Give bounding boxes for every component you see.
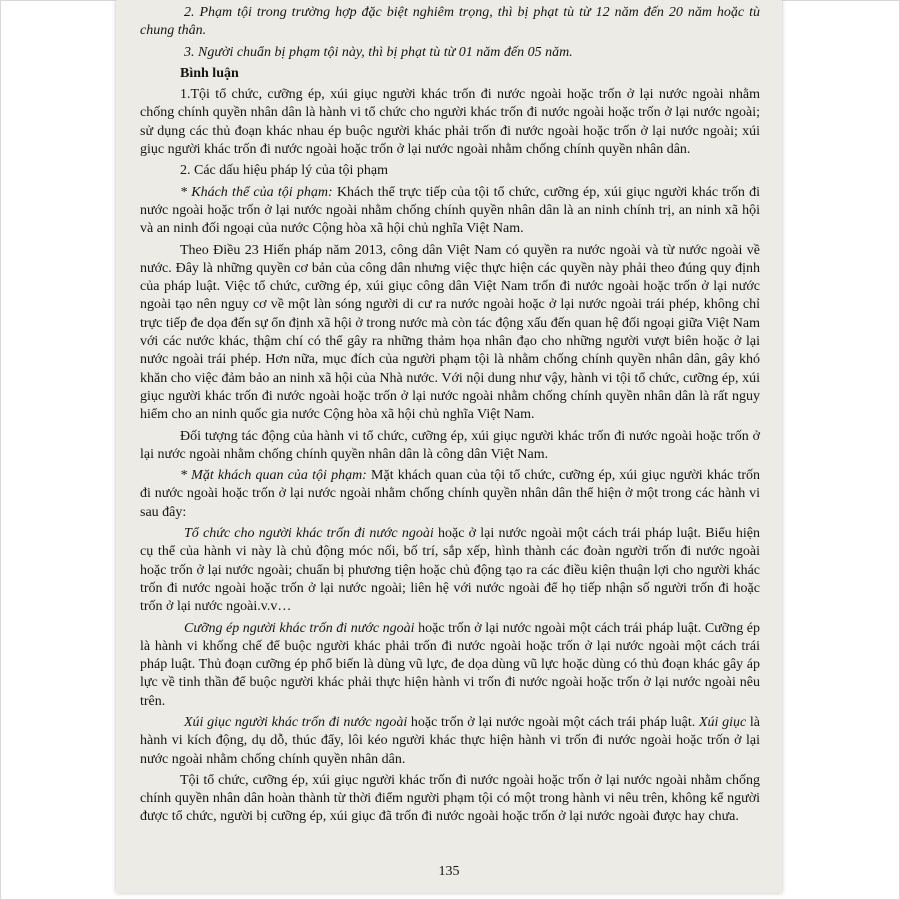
xui-giuc-label-2: Xúi giục [698,714,747,730]
khach-the-text: Khách thể trực tiếp của tội tổ chức, cưỡng ép, xúi giục người khác trốn đi nước ngoài hoặc trốn ở lại nước ngoài nhằm chống chính quyền nhân dân là an ninh chính trị, an ninh xã hội và an ninh đối ngoại của nước Cộng hòa xã hội chủ nghĩa Việt Nam. [140,184,760,237]
khach-the-paragraph [140,184,760,239]
to-chuc-text: hoặc ở lại nước ngoài một cách trái pháp luật. Biểu hiện cụ thể của hành vi này là chủ động móc nối, bố trí, sắp xếp, hình thành các đoàn người trốn đi nước ngoài hoặc trốn ở lại nước ngoài; chuẩn bị phương tiện hoặc chủ động tạo ra các điều kiện thuận lợi cho người khác trốn đi nước ngoài hoặc trốn ở lại nước ngoài; liên hệ với nước ngoài để họ tiếp nhận số người trốn đi hoặc trốn ở lại nước ngoài.v.v… [140,526,760,615]
page-number: 135 [438,864,460,879]
xui-giuc-text-2: là hành vi kích động, dụ dỗ, thúc đẩy, lôi kéo người khác thực hiện hành vi trốn đi nước ngoài hoặc trốn ở lại nước ngoài nhằm chống chính quyền nhân dân. [140,714,760,767]
xui-giuc-label: Xúi giục người khác trốn đi nước ngoài [184,714,408,730]
to-chuc-paragraph [140,525,760,616]
xui-giuc-text-1: hoặc trốn ở lại nước ngoài một cách trái pháp luật. [407,714,699,730]
khach-quan-label: * Mặt khách quan của tội phạm: [180,468,367,484]
section-2-title: 2. Các dấu hiệu pháp lý của tội phạm [180,163,388,179]
to-chuc-label: Tổ chức cho người khác trốn đi nước ngoài [184,526,434,542]
clause-3: 3. Người chuẩn bị phạm tội này, thì bị phạt tù từ 01 năm đến 05 năm. [184,44,573,60]
cuong-ep-label: Cưỡng ép người khác trốn đi nước ngoài [184,620,415,636]
doi-tuong-paragraph: Đối tượng tác động của hành vi tổ chức, cưỡng ép, xúi giục người khác trốn đi nước ngoài hoặc trốn ở lại nước ngoài nhằm chống chính quyền nhân dân là công dân Việt Nam. [140,428,760,462]
clause-2: 2. Phạm tội trong trường hợp đặc biệt nghiêm trọng, thì bị phạt tù từ 12 năm đến 20 năm hoặc tù chung thân. [140,5,760,39]
cuong-ep-text: hoặc trốn ở lại nước ngoài một cách trái pháp luật. Cưỡng ép là hành vi khống chế để buộc người khác phải trốn đi nước ngoài hoặc trốn ở lại nước ngoài một cách trái pháp luật. Thủ đoạn cưỡng ép phổ biến là dùng vũ lực, đe dọa dùng vũ lực hoặc dùng có thủ đoạn khác gây áp lực về tinh thần để buộc người khác phải thực hiện hành vi trốn đi nước ngoài hoặc trốn ở lại nước ngoài nêu trên. [140,620,760,709]
khach-quan-text: Mặt khách quan của tội tổ chức, cưỡng ép, xúi giục người khác trốn đi nước ngoài hoặc trốn ở lại nước ngoài nhằm chống chính quyền nhân dân thể hiện ở một trong các hành vi sau đây: [140,468,761,520]
hien-phap-paragraph: Theo Điều 23 Hiến pháp năm 2013, công dân Việt Nam có quyền ra nước ngoài và từ nước ngoài về nước. Đây là những quyền cơ bản của công dân nhưng việc thực hiện các quyền này phải theo đúng quy định của pháp luật. Việc tổ chức, cưỡng ép, xúi giục công dân Việt Nam trốn đi nước ngoài hoặc trốn ở lại nước ngoài tạo nên nguy cơ về một làn sóng người di cư ra nước ngoài hoặc ở lại nước ngoài trái phép, không chỉ trực tiếp đe dọa đến sự ổn định xã hội ở trong nước mà còn tác động xấu đến quan hệ đối ngoại giữa Việt Nam với các nước khác, thậm chí có thể gây ra những thảm họa nhân đạo cho những người vượt biên hoặc ở lại nước ngoài trái phép. Hơn nữa, mục đích của người phạm tội là nhằm chống chính quyền nhân dân, gây khó khăn cho việc đảm bảo an ninh xã hội của Nhà nước. Với nội dung như vậy, hành vi tội tổ chức, cưỡng ép, xúi giục người khác trốn đi nước ngoài hoặc trốn ở lại nước ngoài nhằm chống chính quyền nhân dân là rất nguy hiểm cho an ninh quốc gia nước Cộng hòa xã hội chủ nghĩa Việt Nam. [140,242,760,423]
page-text [140,4,760,830]
heading-binh-luan: Bình luận [180,65,239,81]
cuong-ep-paragraph [140,620,760,711]
khach-the-label: * Khách thể của tội phạm: [180,184,333,200]
khach-quan-paragraph [140,467,760,522]
book-page [116,0,782,893]
final-paragraph: Tội tổ chức, cưỡng ép, xúi giục người khác trốn đi nước ngoài hoặc trốn ở lại nước ngoài nhằm chống chính quyền nhân dân hoàn thành từ thời điểm người phạm tội có một trong hành vi nêu trên, không kể người được tổ chức, người bị cưỡng ép, xúi giục đã trốn đi nước ngoài hoặc trốn ở lại nước ngoài được hay chưa. [140,772,760,825]
section-1-paragraph: 1.Tội tổ chức, cưỡng ép, xúi giục người khác trốn đi nước ngoài hoặc trốn ở lại nước ngoài nhằm chống chính quyền nhân dân là hành vi tổ chức cho người khác trốn đi nước ngoài hoặc trốn ở lại nước ngoài; sử dụng các thủ đoạn khác nhau ép buộc người khác phải trốn đi nước ngoài hoặc trốn ở lại nước ngoài; xúi giục người khác trốn đi nước ngoài hoặc trốn ở lại nước ngoài nhằm chống chính quyền nhân dân. [140,87,760,158]
xui-giuc-paragraph [140,714,760,769]
